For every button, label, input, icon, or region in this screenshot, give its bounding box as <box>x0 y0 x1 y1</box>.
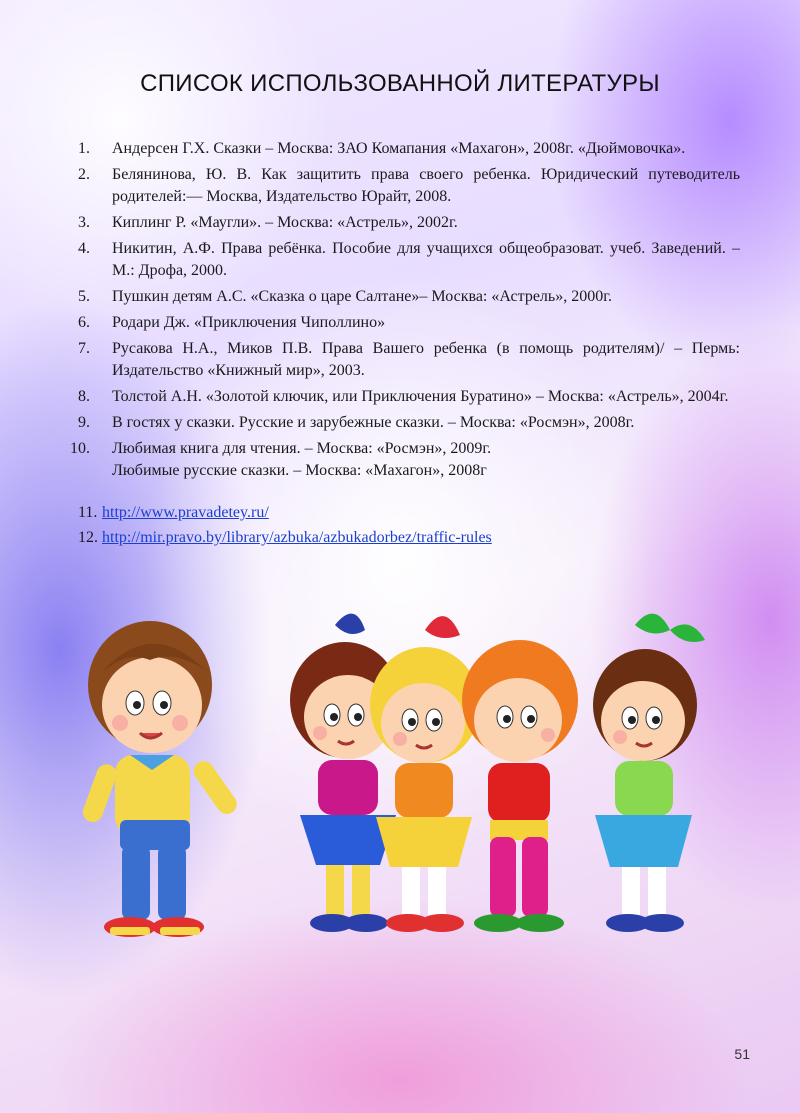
reference-item <box>60 338 740 382</box>
reference-number: 10. <box>70 440 90 457</box>
reference-item <box>60 212 740 234</box>
reference-text: Русакова Н.А., Миков П.В. Права Вашего ребенка (в помощь родителям)/ – Пермь: Издательство «Книжный мир», 2003. <box>112 340 740 379</box>
reference-item <box>60 312 740 334</box>
reference-item <box>60 138 740 160</box>
reference-number: 2. <box>78 166 90 183</box>
girl-figure-green-bow <box>593 614 705 932</box>
reference-item <box>60 164 740 208</box>
reference-item <box>60 386 740 408</box>
reference-number: 5. <box>78 288 90 305</box>
reference-number: 7. <box>78 340 90 357</box>
reference-text: Андерсен Г.Х. Сказки – Москва: ЗАО Комапания «Махагон», 2008г. «Дюймовочка». <box>112 140 686 157</box>
reference-continuation: Любимые русские сказки. – Москва: «Махагон», 2008г <box>112 462 487 479</box>
page-number: 51 <box>734 1046 750 1062</box>
reference-text: В гостях у сказки. Русские и зарубежные сказки. – Москва: «Росмэн», 2008г. <box>112 414 635 431</box>
link-pravadetey[interactable]: http://www.pravadetey.ru/ <box>102 504 269 521</box>
reference-text: Родари Дж. «Приключения Чиполлино» <box>112 314 386 331</box>
reference-text: Белянинова, Ю. В. Как защитить права своего ребенка. Юридический путеводитель родителей:— Москва, Издательство Юрайт, 2008. <box>112 166 740 205</box>
reference-item <box>60 286 740 308</box>
link-list <box>78 502 738 552</box>
reference-number: 6. <box>78 314 90 331</box>
reference-text: Толстой А.Н. «Золотой ключик, или Приключения Буратино» – Москва: «Астрель», 2004г. <box>112 388 729 405</box>
link-number: 11. <box>78 504 98 521</box>
children-illustration <box>80 605 720 955</box>
boy-figure <box>80 621 241 937</box>
boy-figure-red-hair <box>462 640 578 932</box>
reference-number: 9. <box>78 414 90 431</box>
reference-number: 1. <box>78 140 90 157</box>
reference-text: Любимая книга для чтения. – Москва: «Росмэн», 2009г. <box>112 440 492 457</box>
reference-item <box>60 412 740 434</box>
reference-list <box>60 138 740 486</box>
reference-number: 4. <box>78 240 90 257</box>
link-item <box>78 502 738 524</box>
reference-number: 8. <box>78 388 90 405</box>
reference-text: Киплинг Р. «Маугли». – Москва: «Астрель», 2002г. <box>112 214 458 231</box>
link-number: 12. <box>78 529 98 546</box>
reference-text: Пушкин детям А.С. «Сказка о царе Салтане»– Москва: «Астрель», 2000г. <box>112 288 612 305</box>
reference-text: Никитин, А.Ф. Права ребёнка. Пособие для учащихся общеобразоват. учеб. Заведений. – М.: Дрофа, 2000. <box>112 240 740 279</box>
reference-item <box>60 438 740 482</box>
girl-figure-dark-hair <box>290 614 400 932</box>
reference-number: 3. <box>78 214 90 231</box>
reference-item <box>60 238 740 282</box>
link-traffic-rules[interactable]: http://mir.pravo.by/library/azbuka/azbukadorbez/traffic-rules <box>102 529 492 546</box>
page-title: СПИСОК ИСПОЛЬЗОВАННОЙ ЛИТЕРАТУРЫ <box>140 70 660 97</box>
link-item <box>78 527 738 549</box>
